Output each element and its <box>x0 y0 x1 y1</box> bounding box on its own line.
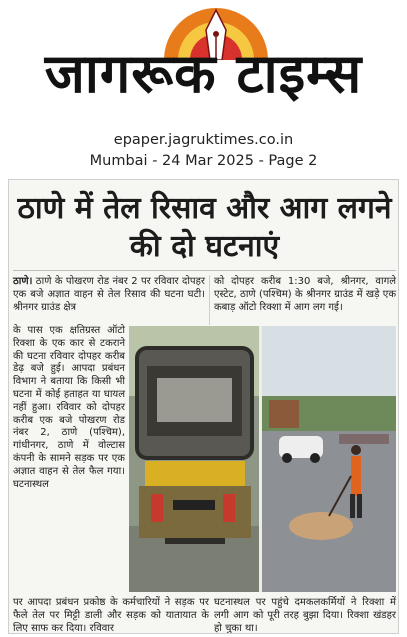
article-bottom-left-paragraph: पर आपदा प्रबंधन प्रकोष्ठ के कर्मचारियों ने सड़क पर फैले तेल पर मिट्टी डाली और सड़क को यातायात के लिए साफ कर दिया। रविवार <box>13 597 209 634</box>
article-bottom-right-paragraph: घटनास्थल पर पहुंचे दमकलकर्मियों ने रिक्शा में लगी आग को पूरी तरह बुझा दिया। रिक्शा खंडहर हो चुका था। <box>214 597 396 634</box>
news-photo-image <box>129 326 396 592</box>
headline-rule <box>13 270 396 271</box>
column-divider <box>209 275 210 325</box>
photo-divider <box>259 326 262 592</box>
edition-info <box>0 130 407 171</box>
article-dateline: ठाणे। <box>13 276 33 287</box>
article-lead-text: ठाणे के पोखरण रोड नंबर 2 पर रविवार दोपहर एक बजे अज्ञात वाहन से तेल रिसाव की घटना घटी। श्रीनगर ग्राउंड क्षेत्र <box>13 276 205 313</box>
masthead <box>0 0 407 125</box>
article-lead-paragraph <box>13 276 205 314</box>
news-photo <box>129 326 396 592</box>
masthead-logo-text: जागरूक टाइम्स <box>44 42 363 105</box>
article-clipping <box>8 179 399 634</box>
article-headline: ठाणे में तेल रिसाव और आग लगने की दो घटनाएं <box>17 191 392 264</box>
article-column-text: के पास एक क्षतिग्रस्त ऑटो रिक्शा के एक कार से टकराने की घटना रविवार दोपहर करीब डेढ़ बजे हुई। आपदा प्रबंधन विभाग ने बताया कि किसी भी घटना में कोई हताहत या घायल नहीं हुआ। रविवार को दोपहर करीब एक बजे पोखरण रोड नंबर 2, ठाणे (पश्चिम), गांधीनगर, ठाणे में वोल्टास कंपनी के सामने सड़क पर एक अज्ञात वाहन से तेल फैल गया। घटनास्थल <box>13 325 125 490</box>
epaper-url[interactable]: epaper.jagruktimes.co.in <box>113 132 294 148</box>
edition-date-line: Mumbai - 24 Mar 2025 - Page 2 <box>89 153 318 169</box>
article-right-paragraph: को दोपहर करीब 1:30 बजे, श्रीनगर, वागले एस्टेट, ठाणे (पश्चिम) के श्रीनगर ग्राउंड में खड़े एक कबाड़ ऑटो रिक्शा में आग लग गई। <box>214 276 396 313</box>
